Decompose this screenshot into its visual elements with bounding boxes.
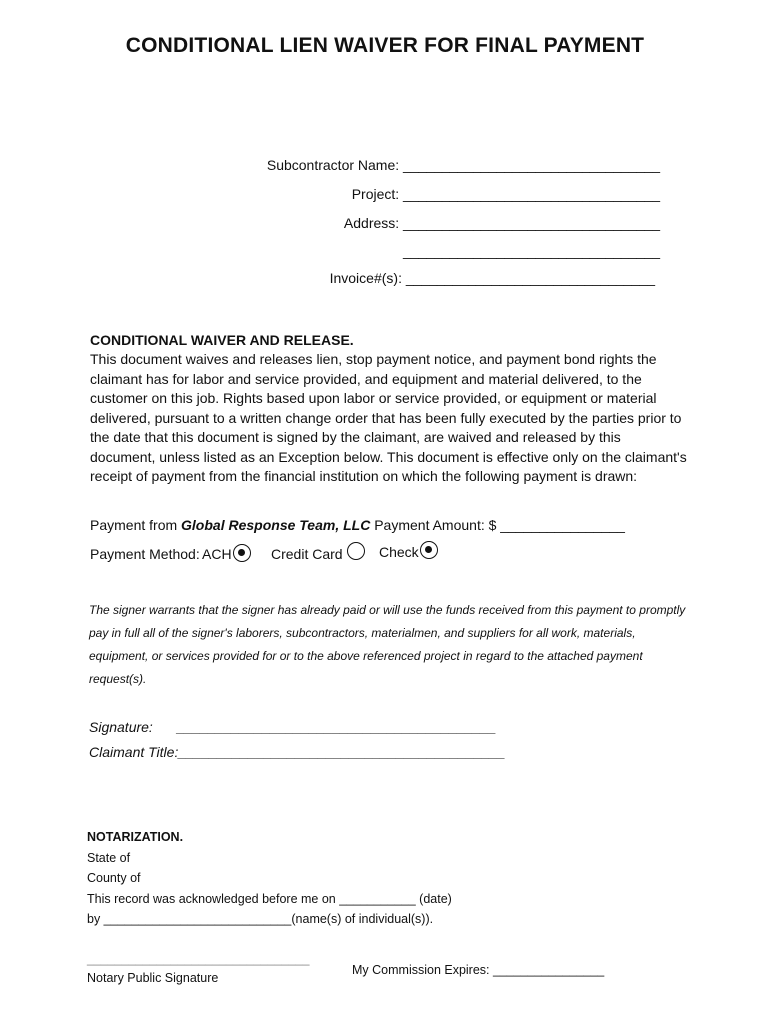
- claimant-title-label: Claimant Title:: [89, 744, 179, 760]
- payment-amount-line[interactable]: ________________: [500, 517, 625, 533]
- acknowledged-line[interactable]: This record was acknowledged before me on ___________ (date): [87, 892, 452, 906]
- invoice-field[interactable]: [330, 270, 655, 286]
- notarization-heading: NOTARIZATION.: [87, 830, 184, 844]
- warranty-paragraph: The signer warrants that the signer has already paid or will use the funds received from this payment to promptly pay in full all of the signer's laborers, subcontractors, materialmen, and suppliers for all work, materials, equipment, or services provided for or to the above referenced project in regard to the attached payment request(s).: [89, 603, 686, 686]
- subcontractor-name-label: Subcontractor Name:: [266, 157, 400, 173]
- document-title: CONDITIONAL LIEN WAIVER FOR FINAL PAYMENT: [125, 34, 645, 57]
- waiver-heading: CONDITIONAL WAIVER AND RELEASE.: [90, 332, 354, 348]
- commission-expires-line[interactable]: ________________: [493, 963, 605, 977]
- subcontractor-name-field[interactable]: [267, 157, 660, 173]
- invoice-line[interactable]: ________________________________: [405, 270, 655, 286]
- payer-name: Global Response Team, LLC: [181, 517, 371, 533]
- claimant-title-line[interactable]: __________________________________________: [178, 744, 506, 760]
- signature-label: Signature:: [89, 719, 153, 735]
- method-credit-card-label: Credit Card: [271, 546, 343, 562]
- credit-card-radio[interactable]: [347, 542, 365, 560]
- method-check-label: Check: [379, 544, 419, 560]
- commission-expires-row: [352, 963, 604, 977]
- address-line-2[interactable]: _________________________________: [403, 243, 660, 259]
- state-of-label: State of: [87, 851, 131, 865]
- project-field[interactable]: [352, 186, 660, 202]
- notary-signature-line[interactable]: ________________________________: [87, 952, 310, 966]
- individual-name-line[interactable]: by ___________________________(name(s) of individual(s)).: [87, 912, 434, 926]
- notary-signature-label: Notary Public Signature: [87, 971, 219, 985]
- payment-method-label: Payment Method:: [90, 546, 200, 562]
- method-ach-label: ACH: [202, 546, 232, 562]
- invoice-label: Invoice#(s):: [329, 270, 402, 286]
- check-radio[interactable]: [420, 541, 438, 559]
- subcontractor-name-line[interactable]: _________________________________: [403, 157, 660, 173]
- payment-from-row: [90, 517, 625, 533]
- payment-from-label: Payment from: [90, 517, 178, 533]
- waiver-body: This document waives and releases lien, stop payment notice, and payment bond rights the claimant has for labor and service provided, and equipment and material delivered, to the customer on this job. Rights based upon labor or service provided, or equipment or material delivered, pursuant to a written change order that has been fully executed by the parties prior to the date that this document is signed by the claimant, are waived and released by this document, unless listed as an Exception below. This document is effective only on the claimant's receipt of payment from the financial institution on which the following payment is drawn:: [90, 351, 687, 484]
- project-label: Project:: [351, 186, 400, 202]
- ach-radio[interactable]: [233, 544, 251, 562]
- address-label: Address:: [343, 215, 400, 231]
- payment-amount-label: Payment Amount: $: [374, 517, 497, 533]
- county-of-label: County of: [87, 871, 141, 885]
- signature-line[interactable]: _________________________________________: [177, 719, 497, 735]
- address-line[interactable]: _________________________________: [403, 215, 660, 231]
- claimant-title-row: [89, 744, 505, 760]
- commission-expires-label: My Commission Expires:: [352, 963, 490, 977]
- address-field-line-2[interactable]: [403, 243, 660, 259]
- project-line[interactable]: _________________________________: [403, 186, 660, 202]
- address-field[interactable]: [344, 215, 660, 231]
